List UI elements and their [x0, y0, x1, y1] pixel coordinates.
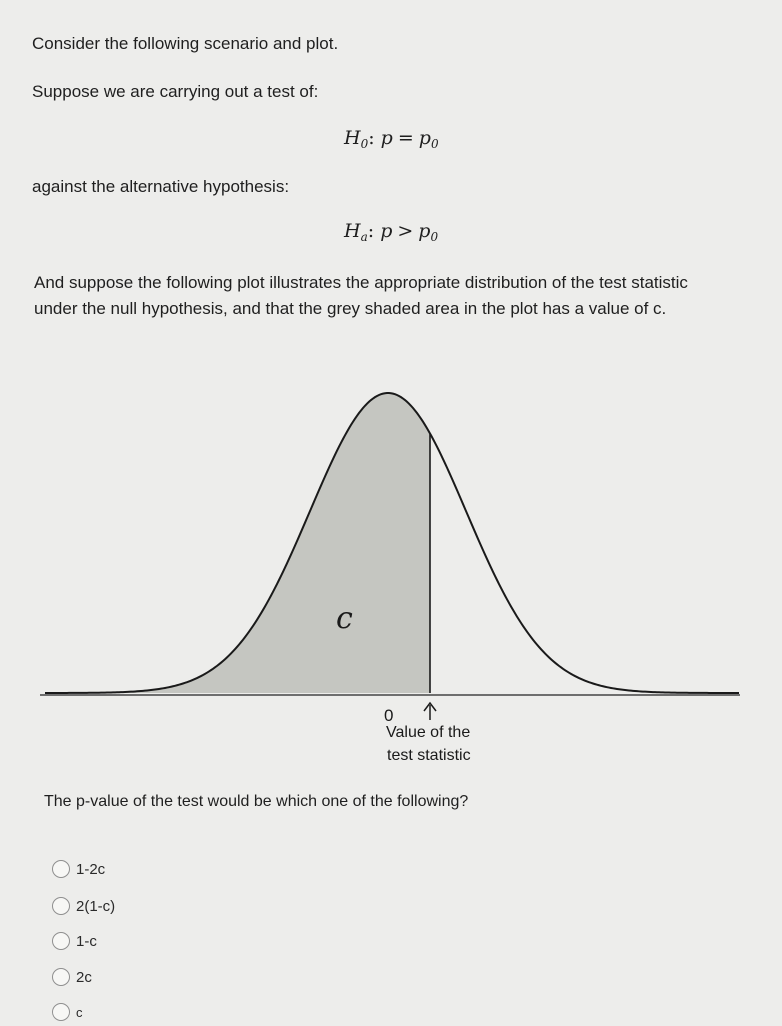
- null-hypothesis: $H_0$: $p = p_0$: [344, 127, 439, 151]
- up-arrow-icon: [424, 703, 436, 720]
- against-text: against the alternative hypothesis:: [32, 177, 290, 196]
- option-label: 2(1-c): [76, 897, 116, 915]
- radio-button[interactable]: [52, 968, 70, 986]
- description-text: And suppose the following plot illustrates the appropriate distribution of the test statistic under the null hypothesis, and that the grey shaded area in the plot has a value of c.: [34, 273, 688, 318]
- option-label: c: [76, 1004, 83, 1020]
- option-2c[interactable]: [52, 968, 92, 986]
- option-1-2c[interactable]: [52, 860, 105, 878]
- radio-button[interactable]: [52, 897, 70, 915]
- intro-text: Consider the following scenario and plot.: [32, 34, 339, 53]
- arrow-label-line2: test statistic: [387, 747, 471, 764]
- option-2-1-c[interactable]: [52, 897, 115, 915]
- setup-text: Suppose we are carrying out a test of:: [32, 82, 319, 101]
- radio-button[interactable]: [52, 860, 70, 878]
- option-label: 1-c: [76, 932, 97, 950]
- arrow-label-line1: Value of the: [386, 724, 471, 741]
- question-text: The p-value of the test would be which one of the following?: [44, 793, 469, 810]
- option-label: 1-2c: [76, 860, 106, 878]
- shaded-area-c: [45, 393, 430, 693]
- distribution-plot: [0, 360, 782, 780]
- option-label: 2c: [76, 968, 92, 986]
- option-1-c[interactable]: [52, 932, 97, 950]
- radio-button[interactable]: [52, 932, 70, 950]
- zero-label: 0: [384, 706, 394, 725]
- alt-hypothesis: $H_a$: $p > p_0$: [344, 220, 439, 244]
- radio-button[interactable]: [52, 1003, 70, 1021]
- area-label: c: [336, 601, 353, 636]
- option-c[interactable]: [52, 1003, 83, 1021]
